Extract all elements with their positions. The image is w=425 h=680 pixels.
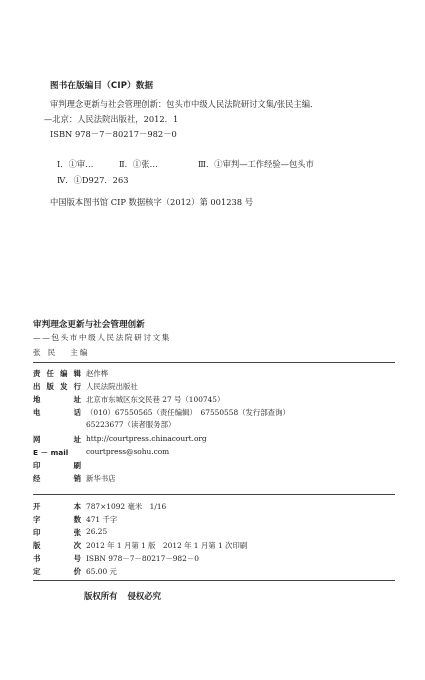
spec-label: 定 价 [33,567,81,576]
copyright-infringement: 侵权必究 [127,591,161,601]
spec-value: 65.00 元 [86,567,117,576]
cip-class-1: Ⅰ．①审… [57,159,94,169]
editor-name: 张民 [33,348,63,357]
spec-value: ISBN 978－7－80217－982－0 [86,554,199,563]
detail-label: E － mail [33,448,69,457]
spec-label: 书 号 [33,554,81,563]
detail-value: 新华书店 [86,474,116,483]
cip-isbn-line: ISBN 978－7－80217－982－0 [50,129,177,139]
detail-value: 人民法院出版社 [86,382,138,391]
detail-value: courtpress@sohu.com [86,447,170,456]
spec-label: 开 本 [33,502,81,511]
spec-label: 字 数 [33,515,81,524]
divider-bottom [33,580,395,581]
detail-value: （010）67550565（责任编辑） 67550558（发行部查询） [86,408,290,417]
cip-class-3: Ⅲ．①审判—工作经验—包头市 [198,159,314,169]
detail-label: 地 址 [33,395,81,404]
spec-value: 471 千字 [86,515,118,524]
copyright-notice [84,590,161,602]
detail-label: 经 销 [33,474,81,483]
detail-label: 出 版 发 行 [33,382,81,391]
book-editor [33,347,89,358]
cip-publisher-line: —北京：人民法院出版社，2012．1 [44,114,179,124]
spec-value: 787×1092 毫米 1/16 [86,502,167,511]
editor-role: 主编 [70,348,90,357]
detail-value: http://courtpress.chinacourt.org [86,434,207,443]
cip-heading: 图书在版编目（CIP）数据 [50,81,154,91]
copyright-all-rights: 版权所有 [84,591,118,601]
detail-value-continued: 65223677（读者服务部） [86,420,176,429]
book-subtitle: ——包头市中级人民法院研讨文集 [33,333,171,342]
cip-title-line: 审判理念更新与社会管理创新：包头市中级人民法院研讨文集/张民主编． [50,99,319,109]
book-title: 审判理念更新与社会管理创新 [33,320,145,330]
detail-label: 电 话 [33,408,81,417]
detail-label: 网 址 [33,435,81,444]
detail-label: 责 任 编 辑 [33,369,81,378]
detail-label: 印 刷 [33,461,81,470]
spec-value: 26.25 [86,527,108,536]
spec-label: 印 张 [33,528,81,537]
cip-class-2: Ⅱ．①张… [119,159,158,169]
detail-value: 北京市东城区东交民巷 27 号（100745） [86,395,225,404]
spec-value: 2012 年 1 月第 1 版 2012 年 1 月第 1 次印刷 [86,541,248,550]
cip-class-4: Ⅳ．①D927．263 [57,175,129,185]
detail-value: 赵作桦 [86,369,109,378]
divider-top [33,362,395,363]
divider-middle [33,494,395,495]
cip-catalog-number: 中国版本图书馆 CIP 数据核字（2012）第 001238 号 [50,197,253,207]
spec-label: 版 次 [33,541,81,550]
